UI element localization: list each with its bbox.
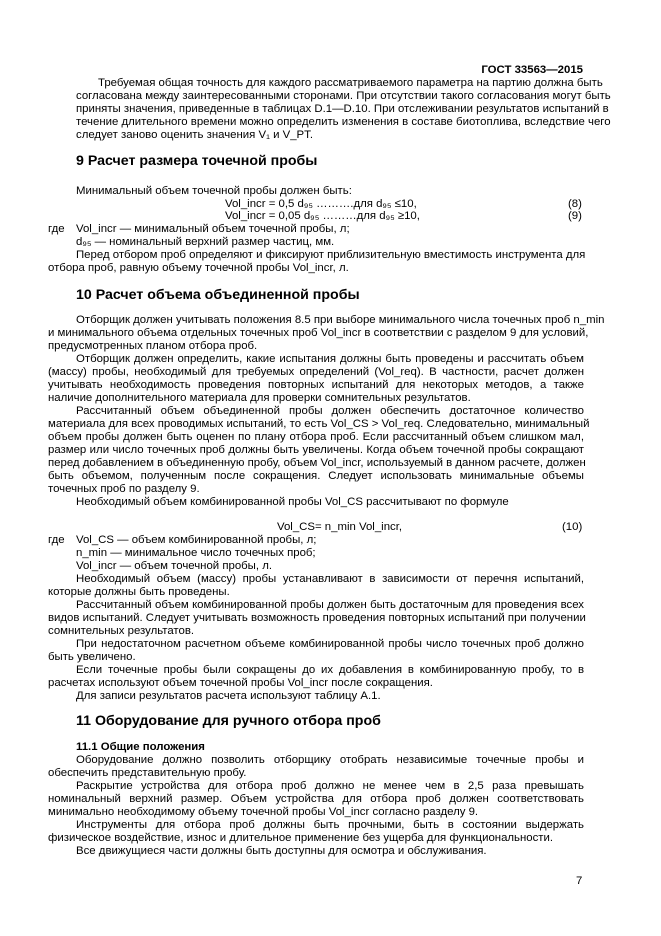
definition: Vol_incr — минимальный объем точечной пробы, л; <box>76 223 350 235</box>
text-line: физическое воздействие, износ и длительное применение без ущерба для функциональности. <box>48 832 554 844</box>
text-line: Перед отбором проб определяют и фиксируют приблизительную вместимость инструмента для <box>76 249 586 261</box>
text-line: которые должны быть проведены. <box>48 586 230 598</box>
where-label: где <box>48 534 65 546</box>
subsection-heading: 11.1 Общие положения <box>76 741 205 753</box>
text-line: перед добавлением в объединенную пробу, объем Vol_incr, используемый в данном расчете, должен <box>48 457 586 469</box>
definition: d₉₅ — номинальный верхний размер частиц, мм. <box>76 236 335 248</box>
formula-number: (9) <box>568 210 582 222</box>
definition: n_min — минимальное число точечных проб; <box>76 547 316 559</box>
text-line: минимально необходимому объему точечной пробы Vol_incr согласно разделу 9. <box>48 806 479 818</box>
text-line: наличие дополнительного материала для проверки сомнительных результатов. <box>48 392 471 404</box>
text-line: следует заново оценить значения V₁ и V_PT. <box>76 129 313 141</box>
definition: Vol_CS — объем комбинированной пробы, л; <box>76 534 317 546</box>
section-heading: 9 Расчет размера точечной пробы <box>76 153 318 169</box>
text-line: Инструменты для отбора проб должны быть прочными, быть в состоянии выдержать <box>76 819 584 831</box>
formula-number: (10) <box>562 521 583 533</box>
page-number: 7 <box>576 875 583 887</box>
text-line: (массу) пробы, необходимый для требуемых определений (Vol_req). В частности, расчет должен <box>48 366 584 378</box>
text-line: Отборщик должен учитывать положения 8.5 при выборе минимального числа точечных проб n_min <box>76 314 605 326</box>
text-line: предусмотренных планом отбора проб. <box>48 340 258 352</box>
text-line: Минимальный объем точечной пробы должен быть: <box>76 185 352 197</box>
text-line: объем пробы должен быть оценен по плану отбора проб. Если рассчитанный объем слишком мал, <box>48 431 584 443</box>
section-heading: 11 Оборудование для ручного отбора проб <box>76 713 381 729</box>
text-line: Рассчитанный объем комбинированной пробы должен быть достаточным для проведения всех <box>76 599 584 611</box>
document-code: ГОСТ 33563—2015 <box>481 64 583 76</box>
text-line: Требуемая общая точность для каждого рассматриваемого параметра на партию должна быть <box>98 77 603 89</box>
text-line: При недостаточном расчетном объеме комбинированной пробы число точечных проб должно <box>76 638 584 650</box>
formula-number: (8) <box>568 198 582 210</box>
text-line: видов испытаний. Следует учитывать возможность проведения повторных испытаний при получении <box>48 612 586 624</box>
text-line: Раскрытие устройства для отбора проб должно не менее чем в 2,5 раза превышать <box>76 780 584 792</box>
text-line: точечных проб по разделу 9. <box>48 483 200 495</box>
formula: Vol_incr = 0,5 d₉₅ ……….для d₉₅ ≤10, <box>225 198 417 210</box>
text-line: Оборудование должно позволить отборщику отобрать независимые точечные пробы и <box>76 754 584 766</box>
text-line: расчетах используют объем точечной пробы Vol_incr после сокращения. <box>48 677 433 689</box>
text-line: номинальный верхний размер. Объем устройства для отбора проб должен соответствовать <box>48 793 584 805</box>
text-line: Рассчитанный объем объединенной пробы должен обеспечить достаточное количество <box>76 405 584 417</box>
text-line: учитывать необходимость проведения повторных испытаний для некоторых методов, а также <box>48 379 584 391</box>
text-line: и минимального объема отдельных точечных проб Vol_incr в соответствии с разделом 9 для условий, <box>48 327 589 339</box>
text-line: согласована между заинтересованными сторонами. При отсутствии такого согласования могут быть <box>76 90 611 102</box>
where-label: где <box>48 223 65 235</box>
text-line: сомнительных результатов. <box>48 625 195 637</box>
formula: Vol_CS= n_min Vol_incr, <box>277 521 403 533</box>
text-line: приняты значения, приведенные в таблицах D.1—D.10. При отслеживании результатов испытаний в <box>76 103 609 115</box>
text-line: Необходимый объем комбинированной пробы Vol_CS рассчитывают по формуле <box>76 496 509 508</box>
text-line: Необходимый объем (массу) пробы устанавливают в зависимости от перечня испытаний, <box>76 573 584 585</box>
text-line: отбора проб, равную объему точечной пробы Vol_incr, л. <box>48 262 349 274</box>
text-line: Если точечные пробы были сокращены до их добавления в комбинированную пробу, то в <box>76 664 584 676</box>
section-heading: 10 Расчет объема объединенной пробы <box>76 287 360 303</box>
text-line: материала для всех проводимых испытаний, то есть Vol_CS > Vol_req. Следовательно, минимальный <box>48 418 590 430</box>
text-line: Отборщик должен определить, какие испытания должны быть проведены и рассчитать объем <box>76 353 584 365</box>
definition: Vol_incr — объем точечной пробы, л. <box>76 560 273 572</box>
text-line: обеспечить представительную пробу. <box>48 767 247 779</box>
text-line: быть объемом, полученным после сокращения. Следует использовать минимальные объемы <box>48 470 584 482</box>
text-line: Для записи результатов расчета используют таблицу А.1. <box>76 690 381 702</box>
text-line: Все движущиеся части должны быть доступны для осмотра и обслуживания. <box>76 845 487 857</box>
text-line: течение длительного времени можно определить изменения в составе биотоплива, вследствие чего <box>76 116 611 128</box>
text-line: быть увеличено. <box>48 651 136 663</box>
text-line: размер или число точечных проб должны быть увеличены. Когда объем точечной пробы сокращают <box>48 444 584 456</box>
formula: Vol_incr = 0,05 d₉₅ ………для d₉₅ ≥10, <box>225 210 420 222</box>
